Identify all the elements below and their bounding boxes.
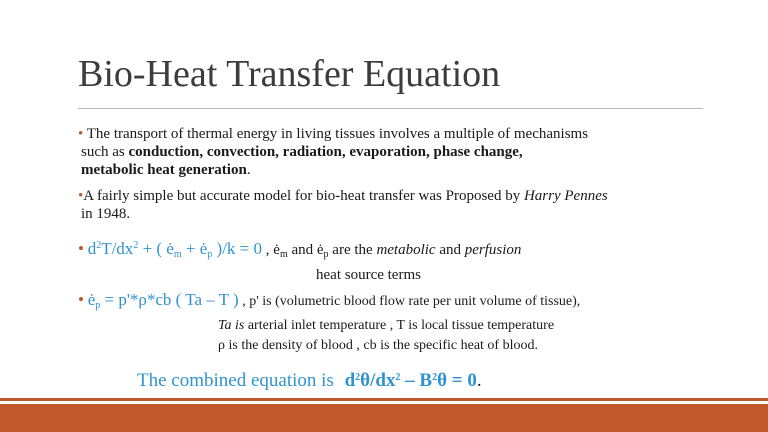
bullet-transport	[78, 125, 588, 179]
bullet-perfusion	[78, 290, 580, 356]
bullet-equation	[78, 236, 521, 285]
bullet-pennes	[78, 187, 608, 223]
bullet2-line2: in 1948.	[81, 206, 131, 222]
combined-equation	[137, 370, 482, 392]
bullet-dot-icon: •	[78, 239, 84, 258]
bullet-dot-icon: •	[78, 290, 84, 309]
title-divider	[78, 108, 703, 109]
bullet-dot-icon: •	[78, 126, 84, 142]
slide-title: Bio-Heat Transfer Equation	[78, 53, 501, 95]
perfusion-line2-rest: arterial inlet temperature , T is local tissue temperature	[244, 318, 555, 333]
bullet2-line1-plain: A fairly simple but accurate model for bio-heat transfer was Proposed by	[83, 188, 524, 204]
footer-bar	[0, 404, 768, 432]
perfusion-equation: $ė_p = p'*\rho*cb$ ( Ta – T )	[87, 290, 239, 311]
bullet2-line1-italic: Harry Pennes	[523, 188, 608, 204]
bullet1-line3-bold: metabolic heat generation	[81, 162, 247, 178]
bullet-dot-icon: •	[78, 188, 84, 204]
perfusion-line3: ρ is the density of blood , cb is the specific heat of blood.	[218, 338, 538, 353]
combined-label: The combined equation is	[137, 370, 339, 391]
bullet1-line2-bold: conduction, convection, radiation, evaporation, phase change,	[128, 144, 523, 160]
combined-formula: $d^2\theta/dx^2 - B^2\theta = 0$	[344, 370, 477, 391]
bioheat-equation: $d^2T/dx^2$ + ( $ė_m$ + $ė_p$ )/k = 0	[87, 239, 263, 260]
perfusion-description: , p' is (volumetric blood flow rate per unit volume of tissue),	[238, 294, 581, 309]
perfusion-line2-italic: Ta is	[218, 318, 245, 333]
bullet1-line3-end: .	[246, 162, 251, 178]
footer-accent-line	[0, 398, 768, 401]
equation-description: , $ė_m$ and $ė_p$ are the metabolic and perfusion	[262, 242, 522, 260]
bullet1-line2-plain: such as	[81, 144, 129, 160]
equation-description-line2: heat source terms	[316, 267, 421, 283]
bullet1-line1: The transport of thermal energy in living tissues involves a multiple of mechanisms	[86, 126, 589, 142]
combined-end: .	[476, 370, 482, 391]
